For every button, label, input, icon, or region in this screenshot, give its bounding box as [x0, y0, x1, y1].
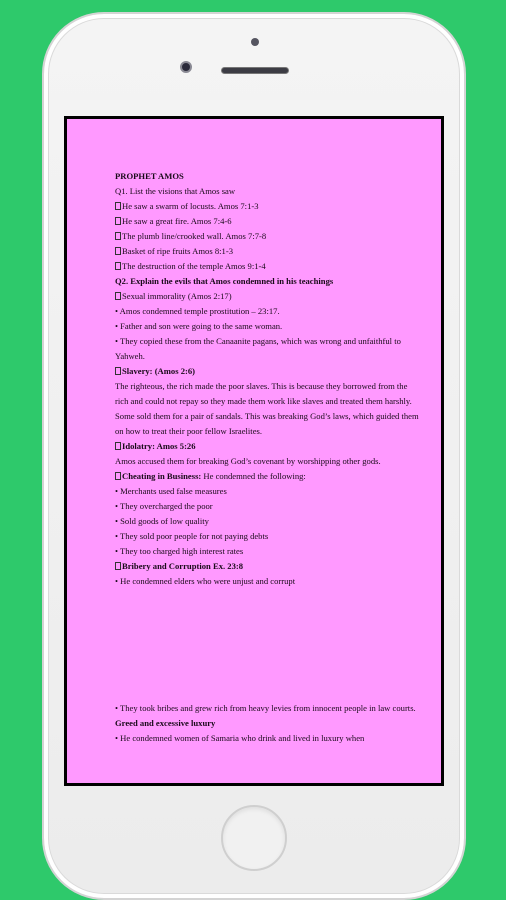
- bullet-item: • He condemned women of Samaria who drink and lived in luxury when: [115, 733, 365, 743]
- section-cheating: Cheating in Business: He condemned the following:: [115, 469, 421, 484]
- missing-glyph-icon: [115, 472, 121, 480]
- home-button[interactable]: [221, 805, 287, 871]
- vision-5: The destruction of the temple Amos 9:1-4: [115, 259, 421, 274]
- bullet-item: • They sold poor people for not paying debts: [115, 531, 269, 541]
- bullet-item: • They took bribes and grew rich from heavy levies from innocent people in law courts.: [115, 703, 416, 713]
- missing-glyph-icon: [115, 442, 121, 450]
- vision-4: Basket of ripe fruits Amos 8:1-3: [115, 244, 421, 259]
- section-idolatry: Idolatry: Amos 5:26: [115, 439, 421, 454]
- section-slavery: Slavery: (Amos 2:6): [115, 364, 421, 379]
- missing-glyph-icon: [115, 247, 121, 255]
- section-greed: Greed and excessive luxury: [115, 718, 216, 728]
- bullet-item: • Merchants used false measures: [115, 486, 227, 496]
- sensor-dot: [251, 38, 259, 46]
- doc-title: PROPHET AMOS: [115, 171, 184, 181]
- bullet-item: • They too charged high interest rates: [115, 546, 244, 556]
- missing-glyph-icon: [115, 232, 121, 240]
- missing-glyph-icon: [115, 202, 121, 210]
- section-bribery: Bribery and Corruption Ex. 23:8: [115, 559, 421, 574]
- question-1: Q1. List the visions that Amos saw: [115, 186, 236, 196]
- phone-screen: [64, 116, 444, 786]
- vision-3: The plumb line/crooked wall. Amos 7:7-8: [115, 229, 421, 244]
- phone-frame: [42, 12, 466, 900]
- document-content[interactable]: [67, 119, 441, 783]
- bullet-item: • They copied these from the Canaanite pagans, which was wrong and unfaithful to Yahweh.: [115, 336, 401, 361]
- bullet-item: • Sold goods of low quality: [115, 516, 209, 526]
- front-camera: [180, 61, 192, 73]
- bullet-item: • Father and son were going to the same woman.: [115, 321, 283, 331]
- missing-glyph-icon: [115, 367, 121, 375]
- missing-glyph-icon: [115, 217, 121, 225]
- missing-glyph-icon: [115, 292, 121, 300]
- section-sexual-immorality: Sexual immorality (Amos 2:17): [115, 289, 421, 304]
- paragraph: The righteous, the rich made the poor slaves. This is because they borrowed from the rich and could not repay so they made them work like slaves and treated them harshly. Some sold them for a pair of sandals. This was breaking God’s laws, which guided them on how to treat their poor fellow Israelites.: [115, 381, 419, 436]
- missing-glyph-icon: [115, 562, 121, 570]
- question-2: Q2. Explain the evils that Amos condemned in his teachings: [115, 276, 334, 286]
- earpiece-speaker: [221, 67, 289, 74]
- missing-glyph-icon: [115, 262, 121, 270]
- bullet-item: • Amos condemned temple prostitution – 23:17.: [115, 306, 280, 316]
- vision-2: He saw a great fire. Amos 7:4-6: [115, 214, 421, 229]
- vision-1: He saw a swarm of locusts. Amos 7:1-3: [115, 199, 421, 214]
- paragraph: Amos accused them for breaking God’s covenant by worshipping other gods.: [115, 456, 381, 466]
- bullet-item: • He condemned elders who were unjust and corrupt: [115, 576, 296, 586]
- bullet-item: • They overcharged the poor: [115, 501, 213, 511]
- page-gap: [115, 589, 421, 701]
